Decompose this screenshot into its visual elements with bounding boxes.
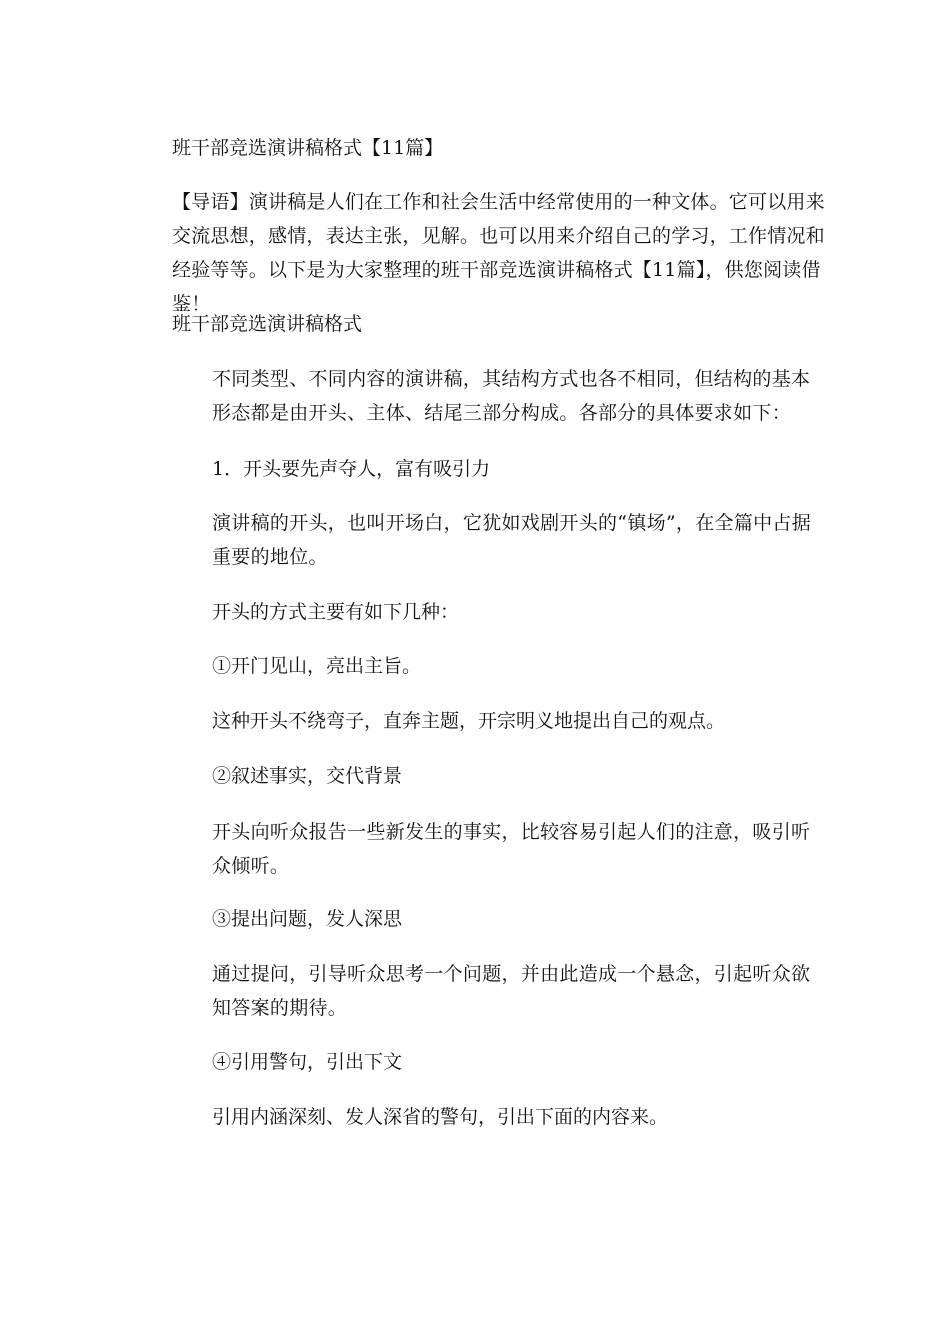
item-1-text: 这种开头不绕弯子，直奔主题，开宗明义地提出自己的观点。 bbox=[212, 710, 726, 732]
item-3-text: 通过提问，引导听众思考一个问题，并由此造成一个悬念，引起听众欲知答案的期待。 bbox=[212, 963, 811, 1019]
item-4-title: ④引用警句，引出下文 bbox=[212, 1051, 403, 1073]
item-2-text: 开头向听众报告一些新发生的事实，比较容易引起人们的注意，吸引听众倾听。 bbox=[212, 821, 811, 877]
ways-paragraph: 开头的方式主要有如下几种： bbox=[212, 601, 460, 623]
item-2-title: ②叙述事实，交代背景 bbox=[212, 765, 403, 787]
point-heading-1: 1．开头要先声夺人，富有吸引力 bbox=[212, 458, 491, 480]
opening-paragraph: 演讲稿的开头，也叫开场白，它犹如戏剧开头的“镇场”，在全篇中占据重要的地位。 bbox=[212, 512, 812, 568]
document-title: 班干部竞选演讲稿格式【11篇】 bbox=[172, 137, 444, 159]
structure-paragraph: 不同类型、不同内容的演讲稿，其结构方式也各不相同，但结构的基本形态都是由开头、主体、结尾三部分构成。各部分的具体要求如下： bbox=[212, 368, 811, 424]
item-1-title: ①开门见山，亮出主旨。 bbox=[212, 655, 422, 677]
item-4-text: 引用内涵深刻、发人深省的警句，引出下面的内容来。 bbox=[212, 1106, 669, 1128]
item-3-title: ③提出问题，发人深思 bbox=[212, 908, 403, 930]
section-heading: 班干部竞选演讲稿格式 bbox=[172, 313, 363, 335]
intro-paragraph: 【导语】演讲稿是人们在工作和社会生活中经常使用的一种文体。它可以用来交流思想，感情，表达主张，见解。也可以用来介绍自己的学习，工作情况和经验等等。以下是为大家整理的班干部竞选演讲稿格式【11篇】，供您阅读借鉴！ bbox=[172, 191, 825, 315]
